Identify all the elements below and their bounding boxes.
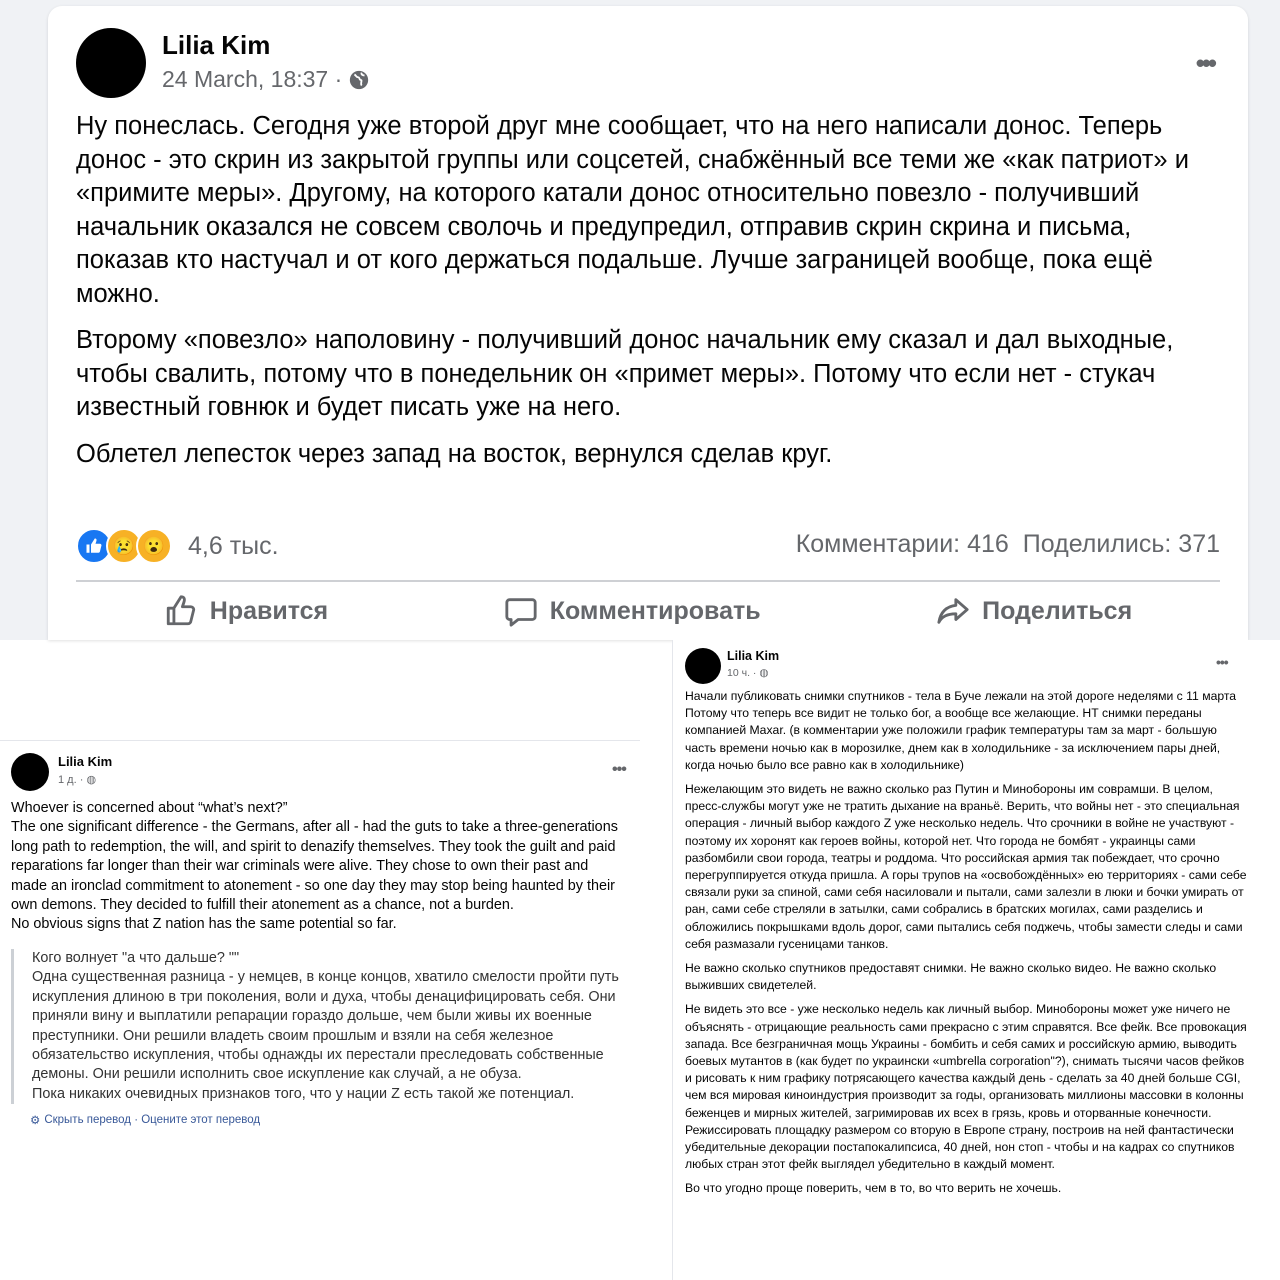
sad-reaction-icon: 😢 [106, 528, 142, 564]
post-paragraph: No obvious signs that Z nation has the same potential so far. [11, 916, 397, 933]
timestamp[interactable]: 24 March, 18:37 · [162, 66, 343, 92]
post-text [76, 110, 1226, 484]
avatar[interactable] [76, 28, 146, 98]
like-icon [164, 594, 198, 628]
share-count[interactable]: Поделились: 371 [1022, 530, 1220, 558]
post-paragraph: Второму «повезло» наполовину - получивший донос начальник ему сказал и дал выходные, чтобы свалить, потому что в понедельник он «примет меры». Потому что если нет - стукач известный говнюк и будет писать уже на него. [76, 326, 1174, 421]
globe-icon [348, 69, 370, 91]
post-paragraph: Ну понеслась. Сегодня уже второй друг мне сообщает, что на него написали донос. Теперь донос - это скрин из закрытой группы или соцсетей, снабжённый все теми же «как патриот» и «примите меры». Другому, на которого катали донос относительно повезло - получивший начальник оказался не совсем сволочь и предупредил, отправив скрин скрина и письма, показав кто настучал и от кого держаться подальше. Лучше заграницей вообще, пока ещё можно. [76, 112, 1189, 308]
globe-icon: ◍ [759, 667, 769, 679]
wow-reaction-icon: 😮 [136, 528, 172, 564]
post-paragraph: Нежелающим это видеть не важно сколько раз Путин и Минобороны им соврамши. В целом, пресс-службы могут уже не тратить дыхание на враньё. Верить, что войны нет - это специальная операция - личный выбор каждого Z уже несколько недель. Что срочники в войне не участвуют - поэтому их хоронят как героев войны, которой нет. Что города не бомбят - украинцы сами разбомбили свои города, театры и роддома. Что российская армия так побеждает, что срочно перегруппируется откуда пришла. А горы трупов на «освобождённых» ею территориях - сами себе связали руки за спиной, сами себя насиловали и пытали, сами залезли в люки и бочки умирать от ран, сами себе стреляли в затылки, сами собрались в братских могилах, сами разделись и обложились покрышками вдоль дорог, сами пытались себя поджечь, чтобы замести следы и сами себя размазали гусеницами танков. [685, 782, 1247, 951]
globe-icon: ◍ [86, 774, 97, 786]
more-icon[interactable]: ••• [612, 761, 626, 778]
like-label: Нравится [209, 596, 329, 625]
more-icon[interactable]: ••• [1216, 654, 1228, 670]
post-text [685, 688, 1250, 1205]
share-button[interactable] [936, 594, 1132, 628]
reaction-count: 4,6 тыс. [188, 531, 279, 560]
avatar[interactable] [11, 753, 49, 791]
comment-count[interactable]: Комментарии: 416 [795, 530, 1009, 558]
translation-paragraph: Одна существенная разница - у немцев, в конце концов, хватило смелости пройти путь искупления длиною в три поколения, воли и духа, чтобы денацифицировать себя. Они приняли вину и выплатили репарации гораздо дольше, чем были живы их военные преступники. Они решили владеть своим прошлым и взяли на себя железное обязательство искупления, чтобы однажды их перестали преследовать собственные демоны. Они решили исполнить свое искупление как случай, а не обуза. [32, 969, 619, 1083]
translate-links[interactable] [30, 1113, 260, 1127]
translation-paragraph: Кого волнует "а что дальше? "" [32, 950, 240, 966]
action-bar [76, 594, 1220, 628]
comment-button[interactable] [504, 594, 761, 628]
timestamp[interactable]: 1 д. · [58, 774, 84, 786]
author-name[interactable]: Lilia Kim [162, 30, 271, 60]
divider [76, 580, 1220, 582]
translate-links-text[interactable]: Скрыть перевод · Оцените этот перевод [44, 1114, 261, 1126]
post-meta [727, 667, 769, 679]
comment-icon [504, 594, 538, 628]
more-icon[interactable]: ••• [1195, 48, 1214, 78]
reactions-summary[interactable] [76, 528, 279, 564]
comment-label: Комментировать [549, 596, 761, 625]
avatar[interactable] [685, 648, 721, 684]
share-label: Поделиться [982, 596, 1133, 625]
post-paragraph: Во что угодно проще поверить, чем в то, во что верить не хочешь. [685, 1181, 1062, 1196]
author-name[interactable]: Lilia Kim [727, 649, 780, 663]
like-button[interactable] [164, 594, 328, 628]
post-meta [162, 66, 370, 93]
post-paragraph: The one significant difference - the Germans, after all - had the guts to take a three-generations long path to redemption, the will, and spirit to denazify themselves. They took the guilt and paid reparations far longer than their war criminals were alive. They chose to own their past and made an ironclad commitment to atonement - so one day they may stop being haunted by their own demons. They decided to fulfill their atonement as a chance, not a burden. [11, 819, 618, 914]
post-meta [58, 773, 96, 786]
post-paragraph: Начали публиковать снимки спутников - тела в Буче лежали на этой дороге неделями с 11 марта Потому что теперь все видит не только бог, а вообще все желающие. НТ снимки переданы компанией Maxar. (в комментарии уже положили график температуры там за март - большую часть времени ночью как в морозилке, днем как в холодильнике - за исключением пары дней, когда ночью было все равно как в холодильнике) [685, 689, 1237, 772]
post-paragraph: Whoever is concerned about “what’s next?” [11, 800, 288, 816]
gear-icon: ⚙ [30, 1115, 41, 1127]
author-name[interactable]: Lilia Kim [58, 754, 113, 769]
main-post-card [48, 6, 1248, 640]
post-stats [796, 530, 1220, 559]
post-paragraph: Не видеть это все - уже несколько недель как личный выбор. Минобороны может уже ничего не объяснять - отрицающие реальность сами прекрасно с этим справятся. Все фейк. Все провокация запада. Все безграничная мощь Украины - бомбить и себя самих и российскую армию, выводить боевых мутантов в (как будет по украински «umbrella corporation"?), снимать тысячи часов фейков и рисовать к ним графику потрясающего качества каждый день - сделать за 40 дней больше CGI, чем вся мировая киноиндустрия производит за годы, организовать миллионы массовки в колонны беженцев и мирных жителей, загримировав их всех в грязь, кровь и оторванные конечности. Режиссировать площадку размером со вторую в Европе страну, построив на ней фантастически убедительные декорации постапокалипсиса, 40 дней, нон стоп - чтобы и на кадрах со спутников любых стран этот фейк выглядел убедительно в каждый момент. [685, 1002, 1247, 1172]
post-paragraph: Не важно сколько спутников предоставят снимки. Не важно сколько видео. Не важно сколько выживших свидетелей. [685, 961, 1217, 993]
translation-block [11, 949, 642, 1104]
timestamp[interactable]: 10 ч. · [727, 667, 757, 679]
post-paragraph: Облетел лепесток через запад на восток, вернулся сделав круг. [76, 439, 833, 468]
translation-paragraph: Пока никаких очевидных признаков того, что у нации Z есть такой же потенциал. [32, 1085, 575, 1102]
left-post-card [0, 740, 640, 1141]
post-text [11, 799, 626, 935]
share-icon [936, 594, 970, 628]
right-post-card [672, 640, 1263, 1280]
